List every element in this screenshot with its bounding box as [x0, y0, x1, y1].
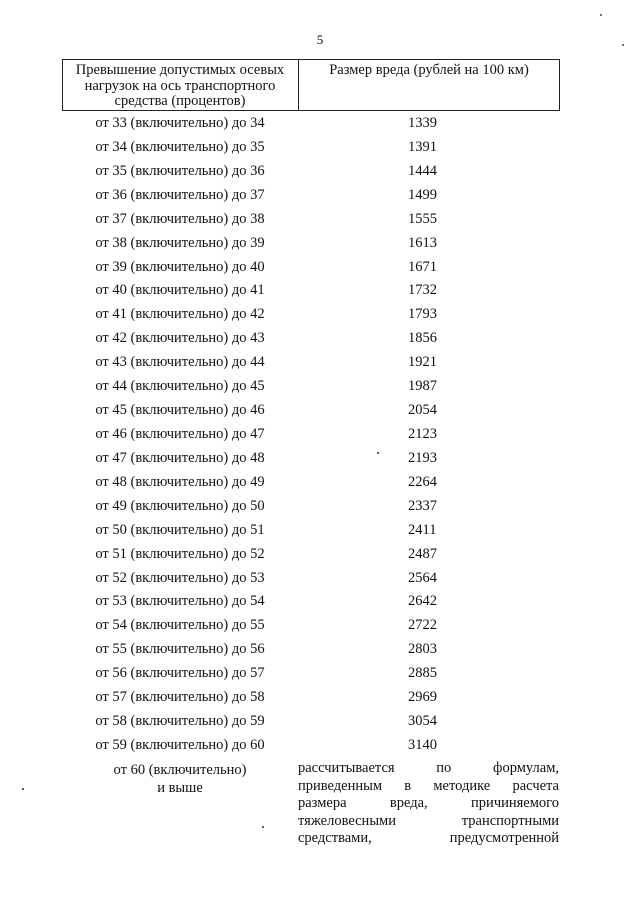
damage-value-cell: 1613: [408, 234, 437, 251]
range-cell: от 48 (включительно) до 49: [95, 473, 265, 490]
range-cell: от 34 (включительно) до 35: [95, 138, 265, 155]
range-cell: от 38 (включительно) до 39: [95, 234, 265, 251]
final-value-line: средствами, предусмотренной: [298, 830, 559, 846]
damage-value-cell: 1793: [408, 306, 437, 323]
damage-value-cell: 2487: [408, 545, 437, 562]
damage-value-cell: 2803: [408, 641, 437, 658]
damage-value-cell: 1391: [408, 138, 437, 155]
range-cell: от 47 (включительно) до 48: [95, 449, 265, 466]
range-cell: от 59 (включительно) до 60: [95, 736, 265, 753]
range-cell: от 54 (включительно) до 55: [95, 617, 265, 634]
table-row: [62, 448, 560, 472]
range-cell: от 49 (включительно) до 50: [95, 497, 265, 514]
damage-value-cell: 2054: [408, 402, 437, 419]
final-value-line: тяжеловесными транспортными: [298, 812, 559, 829]
table-row: [62, 161, 560, 185]
damage-value-cell: 1499: [408, 186, 437, 203]
header-line: Превышение допустимых осевых: [75, 62, 285, 78]
scan-speck: [22, 788, 24, 790]
table-row: [62, 663, 560, 687]
table-row: [62, 400, 560, 424]
damage-value-cell: 2123: [408, 425, 437, 442]
damage-value-cell: 2642: [408, 593, 437, 610]
header-line: средства (процентов): [114, 93, 246, 109]
table-row: [62, 687, 560, 711]
range-cell: от 44 (включительно) до 45: [95, 378, 265, 395]
table-row: [62, 137, 560, 161]
range-cell: от 41 (включительно) до 42: [95, 306, 265, 323]
table-row: [62, 352, 560, 376]
damage-value-cell: 1555: [408, 210, 437, 227]
damage-value-cell: 1339: [408, 115, 437, 131]
damage-value-cell: 1856: [408, 330, 437, 347]
range-cell: от 46 (включительно) до 47: [95, 425, 265, 442]
damage-value-cell: 1444: [408, 162, 437, 179]
damage-value-cell: 3140: [408, 736, 437, 753]
range-cell: от 57 (включительно) до 58: [95, 689, 265, 706]
table-row: [62, 113, 560, 137]
final-value-cell: [298, 760, 559, 848]
final-value-line: приведенным в методике расчета: [298, 777, 559, 794]
final-range-line: от 60 (включительно): [113, 762, 247, 778]
range-cell: от 40 (включительно) до 41: [95, 282, 265, 299]
table-header: [62, 59, 560, 111]
damage-value-cell: 2193: [408, 449, 437, 466]
table-row: [62, 711, 560, 735]
table-row: [62, 735, 560, 759]
range-cell: от 39 (включительно) до 40: [95, 258, 265, 275]
header-line: нагрузок на ось транспортного: [84, 77, 276, 94]
damage-value-cell: 2885: [408, 665, 437, 682]
scan-speck: [622, 44, 624, 46]
final-value-line: размера вреда, причиняемого: [298, 795, 559, 811]
range-cell: от 35 (включительно) до 36: [95, 162, 265, 179]
table-row: [62, 568, 560, 592]
damage-value-cell: 1987: [408, 378, 437, 395]
range-cell: от 50 (включительно) до 51: [95, 521, 265, 538]
damage-value-cell: 2722: [408, 617, 437, 634]
scan-speck: [600, 14, 602, 16]
table-row: [62, 639, 560, 663]
range-cell: от 55 (включительно) до 56: [95, 641, 265, 658]
range-cell: от 33 (включительно) до 34: [95, 115, 265, 131]
damage-value-cell: 2564: [408, 569, 437, 586]
damage-table: [62, 59, 560, 753]
final-range-cell: [62, 762, 298, 797]
table-row: [62, 233, 560, 257]
damage-value-cell: 2337: [408, 497, 437, 514]
table-row: [62, 376, 560, 400]
range-cell: от 52 (включительно) до 53: [95, 569, 265, 586]
table-row: [62, 544, 560, 568]
header-damage-amount: Размер вреда (рублей на 100 км): [329, 62, 529, 78]
scan-speck: [262, 826, 264, 828]
scan-speck: [377, 452, 379, 454]
table-row: [62, 185, 560, 209]
page-number: 5: [316, 32, 324, 47]
table-row: [62, 472, 560, 496]
damage-value-cell: 2264: [408, 473, 437, 490]
range-cell: от 36 (включительно) до 37: [95, 186, 265, 203]
damage-value-cell: 2969: [408, 689, 437, 706]
damage-value-cell: 3054: [408, 713, 437, 730]
damage-value-cell: 1732: [408, 282, 437, 299]
range-cell: от 42 (включительно) до 43: [95, 330, 265, 347]
range-cell: от 37 (включительно) до 38: [95, 210, 265, 227]
range-cell: от 53 (включительно) до 54: [95, 593, 265, 610]
table-row: [62, 591, 560, 615]
table-row: [62, 496, 560, 520]
range-cell: от 58 (включительно) до 59: [95, 713, 265, 730]
final-range-line: и выше: [157, 779, 203, 796]
table-row: [62, 328, 560, 352]
header-overload-percent: [65, 63, 295, 110]
table-row: [62, 280, 560, 304]
damage-value-cell: 1921: [408, 354, 437, 371]
table-row: [62, 304, 560, 328]
table-row: [62, 257, 560, 281]
table-row: [62, 520, 560, 544]
table-body: [62, 113, 560, 759]
final-value-line: рассчитывается по формулам,: [298, 760, 559, 776]
table-row: [62, 209, 560, 233]
range-cell: от 51 (включительно) до 52: [95, 545, 265, 562]
range-cell: от 45 (включительно) до 46: [95, 402, 265, 419]
damage-value-cell: 1671: [408, 258, 437, 275]
range-cell: от 56 (включительно) до 57: [95, 665, 265, 682]
table-row: [62, 424, 560, 448]
damage-value-cell: 2411: [408, 521, 437, 538]
range-cell: от 43 (включительно) до 44: [95, 354, 265, 371]
table-row: [62, 615, 560, 639]
